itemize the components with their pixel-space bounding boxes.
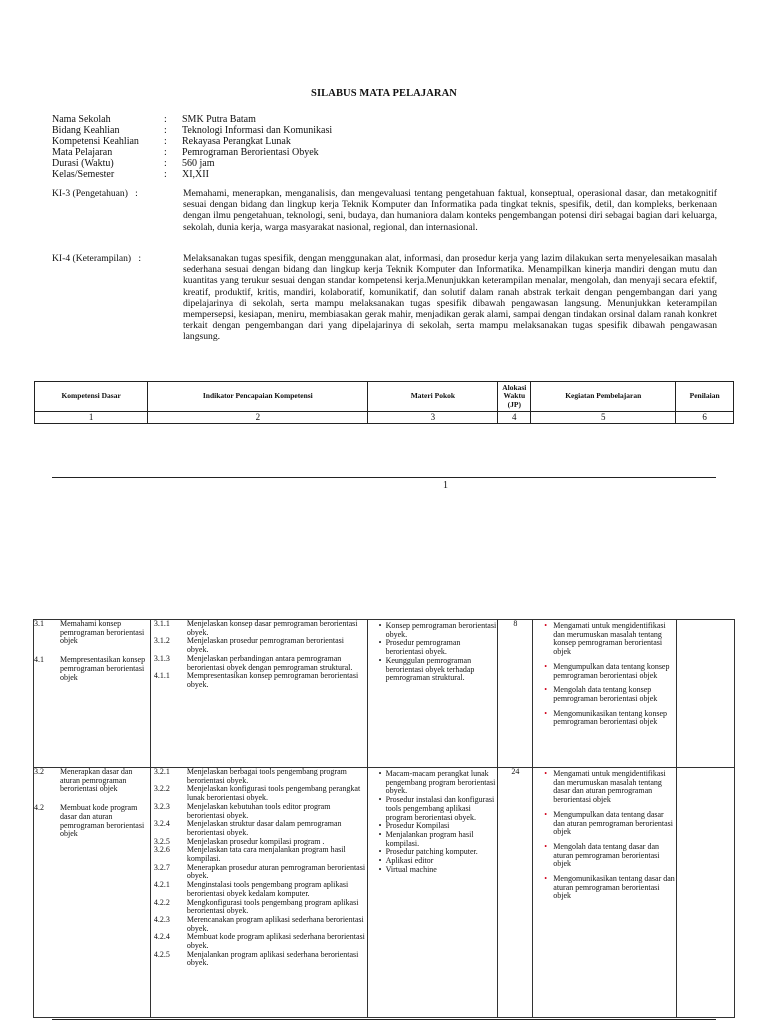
ipk-number: 4.2.2 (153, 897, 170, 907)
header-penilaian: Penilaian (676, 382, 734, 412)
header-ipk: Indikator Pencapaian Kompetensi (148, 382, 368, 412)
ipk-cell (150, 620, 367, 768)
ipk-number: 3.1.2 (153, 636, 170, 646)
materi-item: • Aplikasi editor (386, 857, 498, 866)
ipk-number: 3.2.4 (153, 819, 170, 829)
ipk-number: 3.2.7 (153, 862, 170, 872)
ipk-text: Menjelaskan prosedur pemrograman berorientasi obyek. (186, 636, 344, 655)
kd-item (34, 656, 150, 682)
identity-value: Pemrograman Berorientasi Obyek (182, 147, 319, 158)
header-alokasi: Alokasi Waktu (JP) (498, 382, 531, 412)
ipk-item (151, 785, 367, 802)
ipk-number: 4.2.1 (153, 880, 170, 890)
identity-value: Teknologi Informasi dan Komunikasi (182, 125, 333, 136)
kegiatan-cell (533, 768, 677, 1018)
materi-cell (367, 620, 498, 768)
ipk-item (151, 881, 367, 898)
ipk-item (151, 820, 367, 837)
materi-cell (367, 768, 498, 1018)
ipk-item (151, 637, 367, 654)
col-number: 5 (531, 412, 676, 424)
identity-colon: : (164, 136, 167, 147)
ipk-number: 3.2.6 (153, 845, 170, 855)
materi-item: • Prosedur patching komputer. (386, 848, 498, 857)
penilaian-cell (677, 620, 735, 768)
materi-item: • Konsep pemrograman berorientasi obyek. (386, 622, 498, 639)
ki4-text: Melaksanakan tugas spesifik, dengan menggunakan alat, informasi, dan prosedur kerja yang lazim dilakukan serta menyelesaikan masalah sederhana sesuai dengan bidang dan lingkup kerja Teknik Komputer dan Informatika. Menampilkan kinerja mandiri dengan mutu dan kuantitas yang terukur sesuai dengan standar kompetensi kerja.Menunjukkan keterampilan menalar, mengolah, dan menyaji secara efektif, kreatif, produktif, kritis, mandiri, kolaboratif, komunikatif, dan solutif dalam ranah abstrak terkait dengan pengembangan dari yang dipelajarinya di sekolah, serta mampu melaksanakan tugas spesifik dibawah pengawasan langsung. Menunjukkan keterampilan mempersepsi, kesiapan, meniru, membiasakan gerak mahir, menjadikan gerak alami, sampai dengan tindakan orsinal dalam ranah konkret terkait dengan pengembangan dari yang dipelajarinya di sekolah, serta mampu melaksanakan tugas spesifik dibawah pengawasan langsung. (183, 253, 717, 343)
kd-number: 3.1 (34, 619, 44, 628)
kegiatan-cell (533, 620, 677, 768)
identity-label: Kelas/Semester (52, 169, 115, 180)
identity-label: Durasi (Waktu) (52, 158, 114, 169)
kegiatan-item: • Mengumpulkan data tentang konsep pemrograman berorientasi objek (553, 663, 676, 680)
kd-item (34, 804, 150, 839)
kd-number: 3.2 (34, 767, 44, 776)
ipk-number: 4.2.3 (153, 914, 170, 924)
document-title: SILABUS MATA PELAJARAN (311, 88, 457, 99)
ipk-item (151, 655, 367, 672)
ipk-text: Menjelaskan perbandingan antara pemrograman berorientasi obyek dengan pemrograman struktural. (186, 653, 353, 672)
kd-text: Membuat kode program dasar dan aturan pemrograman berorientasi objek (60, 803, 145, 839)
kd-number: 4.1 (34, 655, 44, 665)
ipk-number: 3.1.3 (153, 653, 170, 663)
ipk-text: Menjelaskan konfigurasi tools pengembang perangkat lunak berorientasi obyek. (186, 784, 361, 803)
page-number: 1 (443, 480, 448, 491)
ipk-number: 3.2.5 (153, 836, 170, 846)
ki3-label: KI-3 (Pengetahuan) : (52, 188, 138, 199)
identity-label: Nama Sekolah (52, 114, 111, 125)
ipk-text: Mengkonfigurasi tools pengembang program aplikasi berorientasi obyek. (186, 897, 359, 916)
ipk-number: 4.2.4 (153, 932, 170, 942)
kd-text: Menerapkan dasar dan aturan pemrograman berorientasi objek (60, 767, 133, 794)
kd-item (34, 768, 150, 794)
kegiatan-list (533, 770, 676, 901)
materi-item: • Keunggulan pemrograman berorientasi obyek terhadap pemrograman struktural. (386, 657, 498, 683)
ipk-item (151, 803, 367, 820)
table-row (34, 620, 735, 768)
identity-row (52, 158, 722, 169)
kd-cell (34, 768, 151, 1018)
identity-colon: : (164, 147, 167, 158)
identity-row (52, 125, 722, 136)
header-materi: Materi Pokok (368, 382, 498, 412)
ipk-item (151, 951, 367, 968)
materi-item: • Macam-macam perangkat lunak pengembang program berorientasi obyek. (386, 770, 498, 796)
kegiatan-list (533, 622, 676, 727)
identity-value: 560 jam (182, 158, 215, 169)
kegiatan-item: • Mengumpulkan data tentang dasar dan aturan pemrograman berorientasi objek (553, 811, 676, 837)
ki4-label: KI-4 (Keterampilan) : (52, 253, 141, 264)
ipk-text: Menjelaskan struktur dasar dalam pemrograman berorientasi obyek. (186, 819, 342, 837)
identity-colon: : (164, 158, 167, 169)
ipk-number: 3.1.1 (153, 619, 170, 628)
identity-label: Bidang Keahlian (52, 125, 120, 136)
kd-item (34, 620, 150, 646)
ipk-number: 3.2.3 (153, 801, 170, 811)
materi-item: • Prosedur instalasi dan konfigurasi tools pengembang aplikasi program berorientasi obyek. (386, 796, 498, 822)
identity-row (52, 147, 722, 158)
ipk-number: 3.2.2 (153, 784, 170, 794)
materi-item: • Prosedur Kompilasi (386, 822, 498, 831)
kd-text: Mempresentasikan konsep pemrograman berorientasi objek (60, 655, 146, 682)
ipk-text: Menjelaskan berbagai tools pengembang program berorientasi obyek. (186, 767, 347, 785)
ipk-item (151, 846, 367, 863)
kegiatan-item: • Mengamati untuk mengidentifikasi dan merumuskan masalah tentang konsep pemrograman berorientasi objek (553, 622, 676, 657)
ipk-cell (150, 768, 367, 1018)
ki3-text: Memahami, menerapkan, menganalisis, dan mengevaluasi tentang pengetahuan faktual, konseptual, operasional dasar, dan metakognitif sesuai dengan bidang dan lingkup kerja Teknik Komputer dan Informatika pada tingkat teknis, spesifik, detil, dan kompleks, berkenaan dengan ilmu pengetahuan, teknologi, seni, budaya, dan humaniora dalam konteks pengembangan potensi diri sebagai bagian dari keluarga, sekolah, dunia kerja, warga masyarakat nasional, regional, dan internasional. (183, 188, 717, 233)
ipk-item (151, 916, 367, 933)
materi-item: • Menjalankan program hasil kompilasi. (386, 831, 498, 848)
alokasi-cell: 24 (498, 768, 533, 1018)
ipk-text: Menerapkan prosedur aturan pemrograman berorientasi obyek. (186, 862, 366, 881)
ipk-text: Membuat kode program aplikasi sederhana berorientasi obyek. (186, 932, 365, 951)
identity-label: Kompetensi Keahlian (52, 136, 139, 147)
ipk-item (151, 864, 367, 881)
ipk-item (151, 933, 367, 950)
identity-colon: : (164, 169, 167, 180)
identity-value: Rekayasa Perangkat Lunak (182, 136, 291, 147)
ipk-number: 4.1.1 (153, 671, 170, 681)
col-number: 2 (148, 412, 368, 424)
footer-rule (52, 477, 716, 478)
ipk-text: Menginstalasi tools pengembang program aplikasi berorientasi obyek kedalam komputer. (186, 880, 349, 898)
ipk-text: Menjelaskan prosedur kompilasi program . (186, 836, 325, 846)
ipk-item (151, 899, 367, 916)
kegiatan-item: • Mengolah data tentang konsep pemrograman berorientasi objek (553, 686, 676, 703)
ki4-block (52, 253, 720, 368)
identity-label: Mata Pelajaran (52, 147, 113, 158)
col-number: 3 (368, 412, 498, 424)
ipk-number: 3.2.1 (153, 767, 170, 776)
ipk-text: Merencanakan program aplikasi sederhana berorientasi obyek. (186, 914, 364, 933)
ipk-number: 4.2.5 (153, 949, 170, 959)
kegiatan-item: • Mengamati untuk mengidentifikasi dan merumuskan masalah tentang dasar dan aturan pemrograman berorientasi objek (553, 770, 676, 805)
ipk-text: Mempresentasikan konsep pemrograman berorientasi obyek. (186, 671, 359, 689)
header-kd: Kompetensi Dasar (35, 382, 148, 412)
ki3-block (52, 188, 720, 248)
table-row (34, 768, 735, 1018)
identity-colon: : (164, 114, 167, 125)
kd-text: Memahami konsep pemrograman berorientasi objek (60, 619, 145, 646)
kd-cell (34, 620, 151, 768)
ipk-text: Menjalankan program aplikasi sederhana berorientasi obyek. (186, 949, 359, 968)
identity-row (52, 169, 722, 180)
ipk-text: Menjelaskan kebutuhan tools editor program berorientasi obyek. (186, 801, 331, 820)
identity-value: XI,XII (182, 169, 209, 180)
ipk-text: Menjelaskan konsep dasar pemrograman berorientasi obyek. (186, 619, 358, 637)
penilaian-cell (677, 768, 735, 1018)
ipk-item (151, 672, 367, 689)
kegiatan-item: • Mengomunikasikan tentang dasar dan aturan pemrograman berorientasi objek (553, 875, 676, 901)
col-number: 1 (35, 412, 148, 424)
bottom-rule (52, 1019, 716, 1020)
ipk-item (151, 620, 367, 637)
identity-colon: : (164, 125, 167, 136)
col-number: 4 (498, 412, 531, 424)
materi-item: • Virtual machine (386, 866, 498, 875)
identity-row (52, 136, 722, 147)
col-number: 6 (676, 412, 734, 424)
syllabus-header-table (34, 381, 734, 424)
ipk-text: Menjelaskan tata cara menjalankan program hasil kompilasi. (186, 845, 346, 864)
materi-item: • Prosedur pemrograman berorientasi obyek. (386, 639, 498, 656)
kd-number: 4.2 (34, 803, 44, 813)
materi-list (368, 770, 498, 874)
alokasi-cell: 8 (498, 620, 533, 768)
ipk-item (151, 768, 367, 785)
identity-row (52, 114, 722, 125)
kegiatan-item: • Mengomunikasikan tentang konsep pemrograman berorientasi objek (553, 710, 676, 727)
kegiatan-item: • Mengolah data tentang dasar dan aturan pemrograman berorientasi objek (553, 843, 676, 869)
header-kegiatan: Kegiatan Pembelajaran (531, 382, 676, 412)
identity-value: SMK Putra Batam (182, 114, 256, 125)
syllabus-body-table (33, 619, 735, 1018)
materi-list (368, 622, 498, 683)
identity-block (52, 114, 722, 180)
